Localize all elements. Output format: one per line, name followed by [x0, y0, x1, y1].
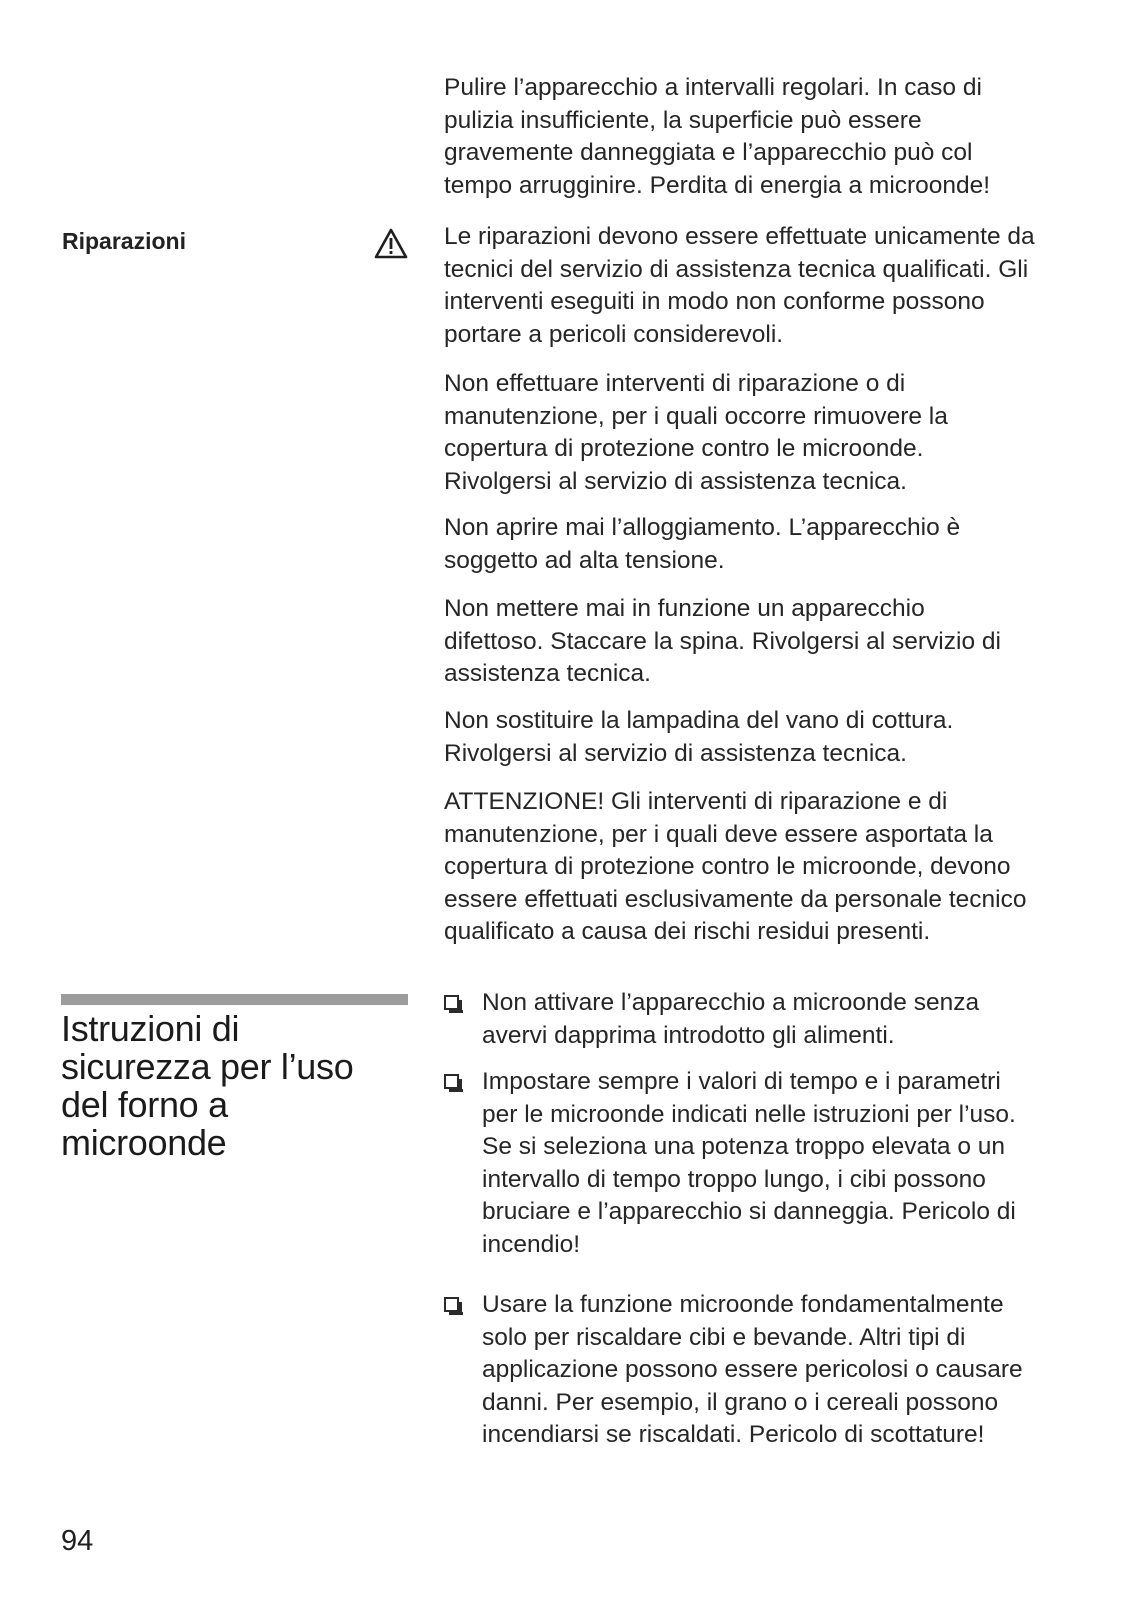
- repairs-paragraph-5: Non sostituire la lampadina del vano di cottura. Rivolgersi al servizio di assistenza tecnica.: [444, 707, 954, 767]
- repairs-paragraph-1: Le riparazioni devono essere effettuate unicamente da tecnici del servizio di assistenza tecnica qualificati. Gli interventi eseguiti in modo non conforme possono portare a pericoli considerevoli.: [444, 223, 1035, 348]
- list-item-text: Non attivare l’apparecchio a microonde senza avervi dapprima introdotto gli alimenti.: [482, 989, 980, 1049]
- checkbox-bullet-icon: [444, 1074, 459, 1089]
- repairs-paragraph-4: Non mettere mai in funzione un apparecchio difettoso. Staccare la spina. Rivolgersi al servizio di assistenza tecnica.: [444, 595, 1001, 687]
- list-item-text: Impostare sempre i valori di tempo e i parametri per le microonde indicati nelle istruzioni per l’uso. Se si seleziona una potenza troppo elevata o un intervallo di tempo troppo lungo, i cibi possono bruciare e l’apparecchio si danneggia. Pericolo di incendio!: [482, 1068, 1016, 1258]
- checkbox-bullet-icon: [444, 995, 459, 1010]
- repairs-paragraph-2: Non effettuare interventi di riparazione o di manutenzione, per i quali occorre rimuovere la copertura di protezione contro le microonde. Rivolgersi al servizio di assistenza tecnica.: [444, 370, 948, 495]
- section-label-repairs: Riparazioni: [62, 228, 186, 254]
- section-heading-microwave-safety: Istruzioni di sicurezza per l’uso del forno a microonde: [61, 1008, 354, 1163]
- page-number: 94: [61, 1525, 94, 1557]
- warning-triangle-icon: [374, 228, 408, 260]
- list-item-text: Usare la funzione microonde fondamentalmente solo per riscaldare cibi e bevande. Altri tipi di applicazione possono essere pericolosi o causare danni. Per esempio, il grano o i cereali possono incendiarsi se riscaldati. Pericolo di scottature!: [482, 1291, 1023, 1448]
- intro-paragraph: Pulire l’apparecchio a intervalli regolari. In caso di pulizia insufficiente, la superficie può essere gravemente danneggiata e l’apparecchio può col tempo arrugginire. Perdita di energia a microonde!: [444, 74, 991, 199]
- section-divider-bar: [61, 994, 408, 1005]
- repairs-paragraph-6: ATTENZIONE! Gli interventi di riparazione e di manutenzione, per i quali deve essere asportata la copertura di protezione contro le microonde, devono essere effettuati esclusivamente da personale tecnico qualificato a causa dei rischi residui presenti.: [444, 788, 1027, 945]
- repairs-paragraph-3: Non aprire mai l’alloggiamento. L’apparecchio è soggetto ad alta tensione.: [444, 514, 961, 574]
- checkbox-bullet-icon: [444, 1297, 459, 1312]
